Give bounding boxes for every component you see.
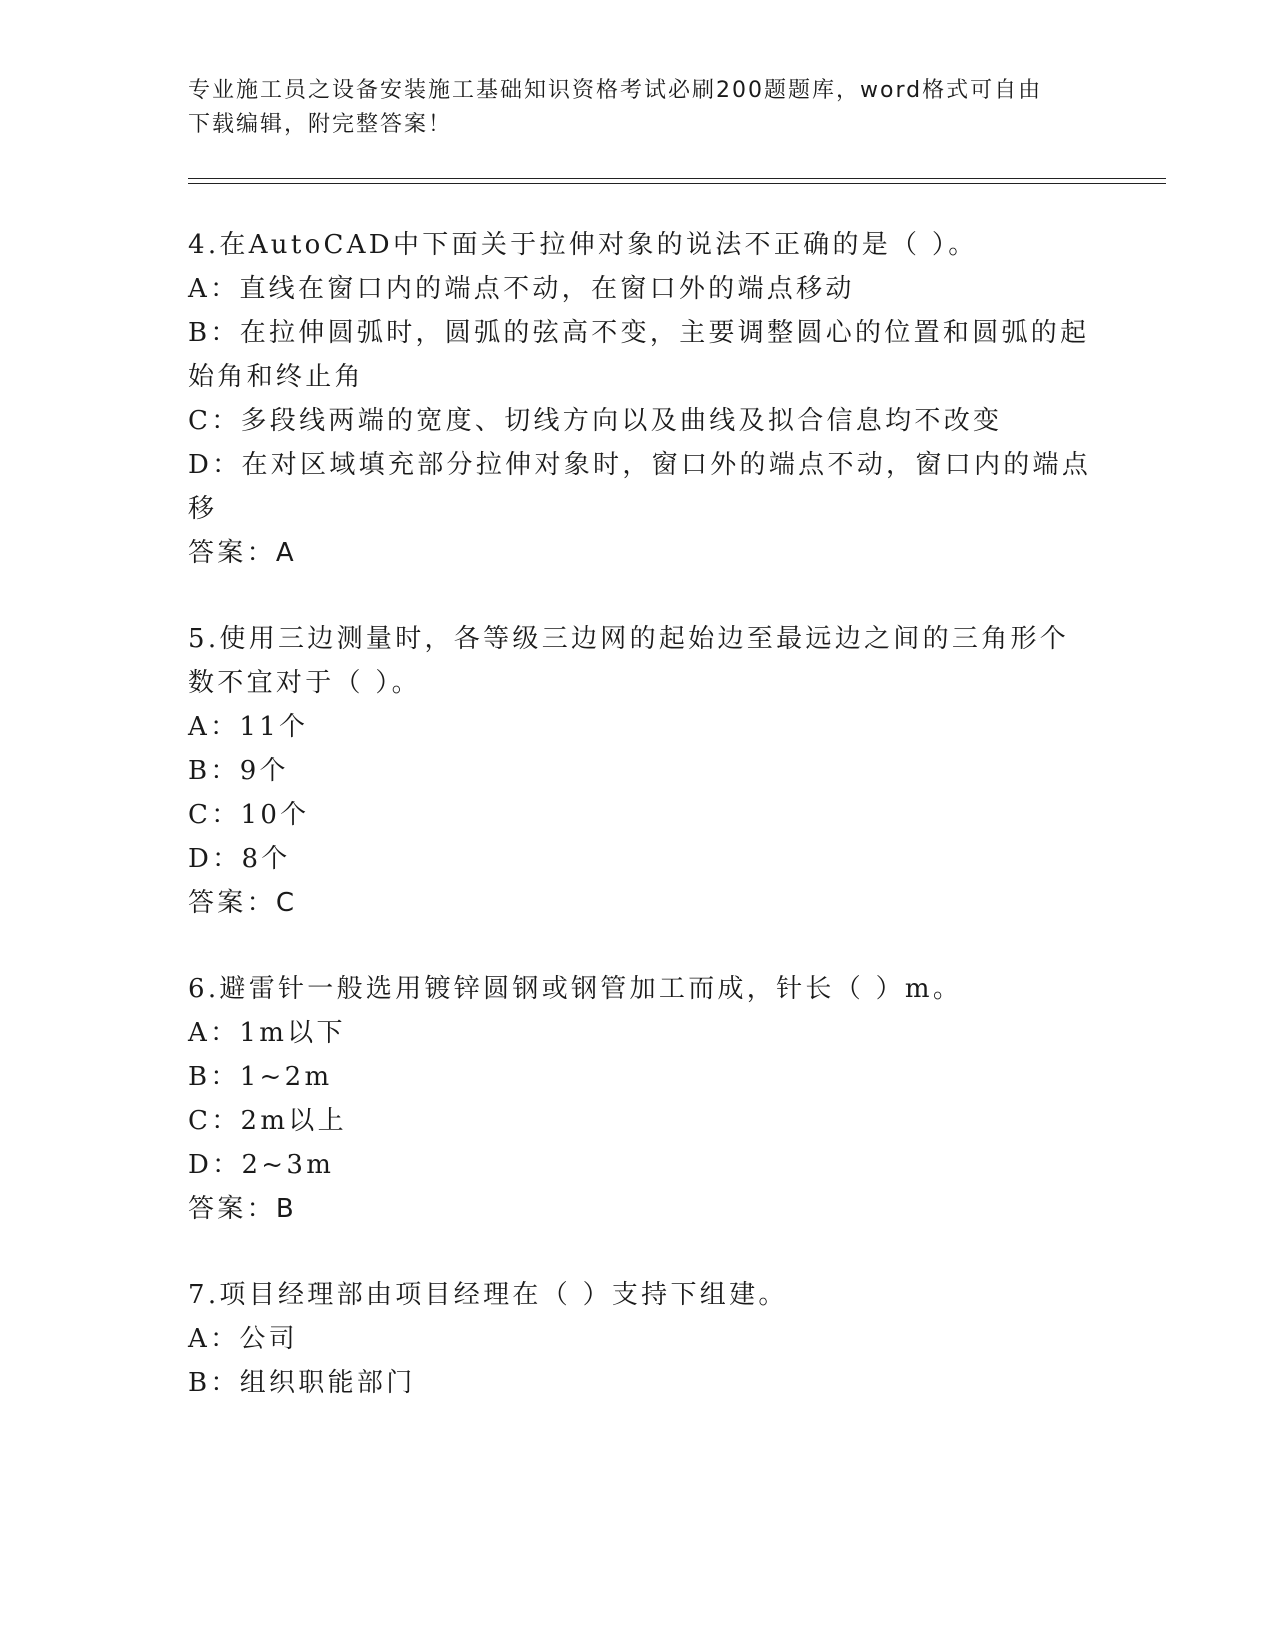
question-4-option-c: C：多段线两端的宽度、切线方向以及曲线及拟合信息均不改变	[188, 406, 1003, 436]
question-6-option-b: B：1~2m	[188, 1062, 333, 1092]
question-5-option-b: B：9个	[188, 756, 289, 786]
question-7-stem: 7.项目经理部由项目经理在（ ）支持下组建。	[188, 1280, 788, 1310]
question-6-option-d: D：2~3m	[188, 1150, 335, 1180]
question-4-option-d: D：在对区域填充部分拉伸对象时，窗口外的端点不动，窗口内的端点	[188, 450, 1092, 480]
question-4-option-b-cont: 始角和终止角	[188, 362, 364, 392]
question-6-stem: 6.避雷针一般选用镀锌圆钢或钢管加工而成，针长（ ）m。	[188, 974, 963, 1004]
question-6-option-c: C：2m以上	[188, 1106, 347, 1136]
question-7-option-b: B：组织职能部门	[188, 1368, 416, 1398]
question-4-stem: 4.在AutoCAD中下面关于拉伸对象的说法不正确的是（ ）。	[188, 230, 978, 260]
header-divider-bottom	[188, 183, 1166, 184]
question-5-stem-cont: 数不宜对于（ ）。	[188, 668, 421, 698]
question-6-option-a: A：1m以下	[188, 1018, 346, 1048]
question-6-answer: 答案：B	[188, 1194, 298, 1224]
question-4-option-b: B：在拉伸圆弧时，圆弧的弦高不变，主要调整圆心的位置和圆弧的起	[188, 318, 1090, 348]
question-5-option-d: D：8个	[188, 844, 291, 874]
question-4-answer: 答案：A	[188, 538, 297, 568]
question-5-stem: 5.使用三边测量时，各等级三边网的起始边至最远边之间的三角形个	[188, 624, 1070, 654]
question-5-answer: 答案：C	[188, 888, 298, 918]
question-5-option-a: A：11个	[188, 712, 309, 742]
question-5-option-c: C：10个	[188, 800, 310, 830]
question-4-option-d-cont: 移	[188, 494, 218, 524]
header-line-2: 下载编辑，附完整答案！	[188, 112, 453, 137]
header-line-1: 专业施工员之设备安装施工基础知识资格考试必刷200题题库，word格式可自由	[188, 78, 1043, 103]
question-7-option-a: A：公司	[188, 1324, 298, 1354]
header-divider-top	[188, 178, 1166, 179]
document-header	[188, 74, 1088, 142]
question-4-option-a: A：直线在窗口内的端点不动，在窗口外的端点移动	[188, 274, 855, 304]
